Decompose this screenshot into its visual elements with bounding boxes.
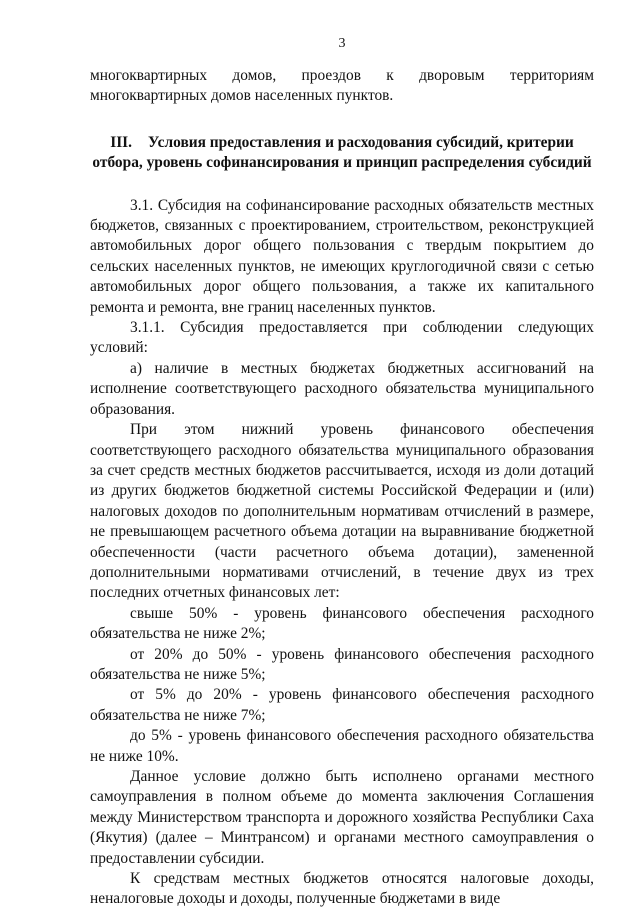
paragraph-3-1-1: 3.1.1. Субсидия предоставляется при соблюдении следующих условий:: [90, 319, 594, 357]
paragraph-tier-over-50: свыше 50% - уровень финансового обеспечения расходного обязательства не ниже 2%;: [90, 604, 594, 643]
paragraph-tier-20-50: от 20% до 50% - уровень финансового обеспечения расходного обязательства не ниже 5%;: [90, 645, 594, 683]
paragraph-tier-under-5: до 5% - уровень финансового обеспечения расходного обязательства не ниже 10%.: [90, 727, 594, 765]
paragraph-condition-fulfillment: Данное условие должно быть исполнено органами местного самоуправления в полном объеме до момента заключения Соглашения между Министерством транспорта и дорожного хозяйства Республики Саха (Якутия) (далее – Минтрансом) и органами местного самоуправления о предоставлении субсидии.: [90, 768, 594, 867]
paragraph-financing-level: При этом нижний уровень финансового обеспечения соответствующего расходного обязательства муниципального образования за счет средств местных бюджетов рассчитывается, исходя из доли дотаций из других бюджетов бюджетной системы Российской Федерации и (или) налоговых доходов по дополнительным нормативам отчислений в размере, не превышающем расчетного объема дотации на выравнивание бюджетной обеспеченности (части расчетного объема дотации), замененной дополнительными нормативами отчислений, в течение двух из трех последних отчетных финансовых лет:: [90, 421, 594, 602]
paragraph-condition-a: а) наличие в местных бюджетах бюджетных ассигнований на исполнение соответствующего расходного обязательства муниципального образования.: [90, 359, 594, 418]
paragraph-tier-5-20: от 5% до 20% - уровень финансового обеспечения расходного обязательства не ниже 7%;: [90, 686, 594, 724]
paragraph-3-1: 3.1. Субсидия на софинансирование расходных обязательств местных бюджетов, связанных с проектированием, строительством, реконструкцией автомобильных дорог общего пользования с твердым покрытием до сельских населенных пунктов, не имеющих круглогодичной связи с сетью автомобильных дорог общего пользования, а также их капитального ремонта и ремонта, вне границ населенных пунктов.: [90, 196, 594, 316]
section-title: Условия предоставления и расходования субсидий, критерии отбора, уровень софинансирования и принцип распределения субсидий: [92, 133, 592, 172]
section-heading: [90, 133, 594, 174]
document-page: [90, 34, 594, 910]
page-number: 3: [338, 36, 346, 51]
paragraph-local-budget-funds: К средствам местных бюджетов относятся налоговые доходы, неналоговые доходы и доходы, полученные бюджетами в виде: [90, 870, 594, 908]
section-number: III.: [110, 133, 133, 151]
paragraph-continuation: многоквартирных домов, проездов к дворовым территориям многоквартирных домов населенных пунктов.: [90, 67, 594, 105]
